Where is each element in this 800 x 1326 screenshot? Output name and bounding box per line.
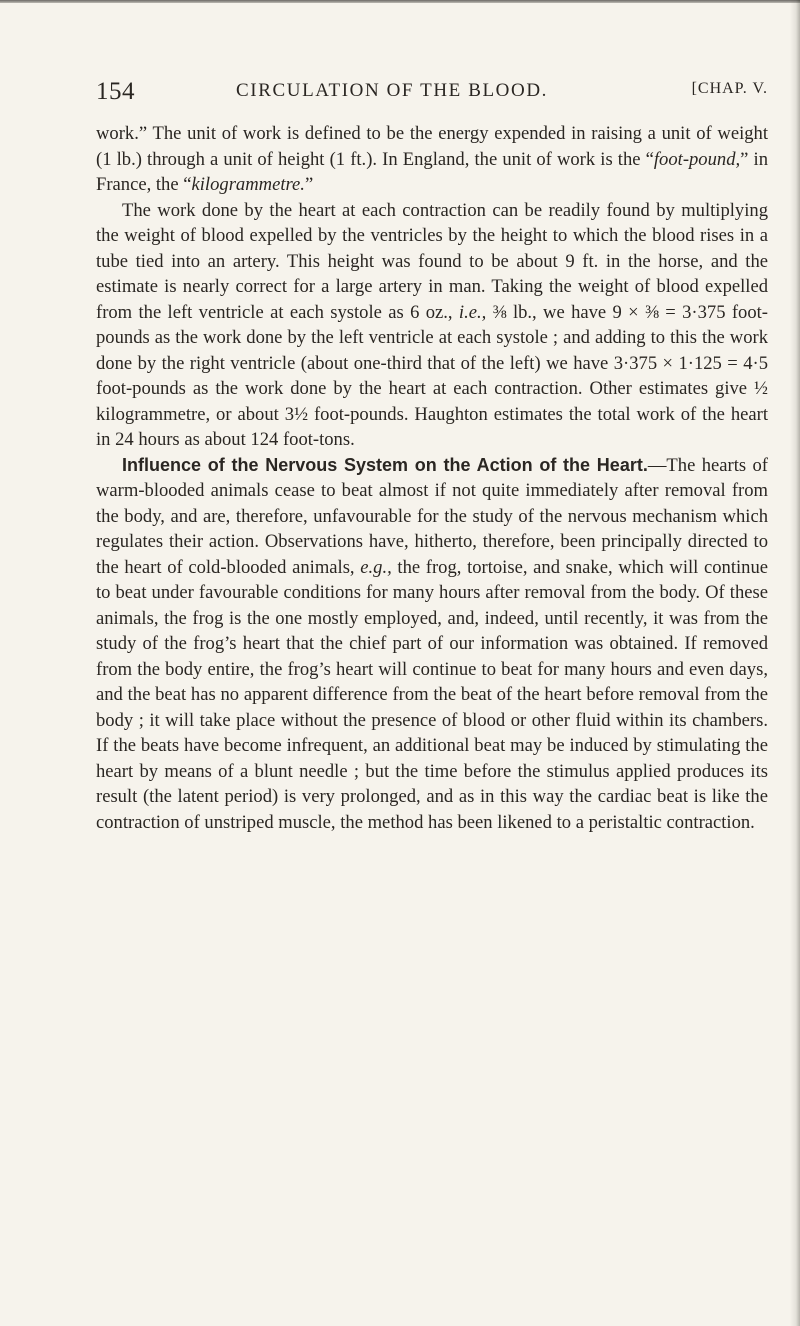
text-run: ” in France, the “ [96, 148, 768, 195]
italic-term: i.e., [458, 301, 487, 323]
page-binding-shadow [790, 0, 800, 1326]
chapter-mark: [CHAP. V. [691, 80, 768, 97]
text-run: work.” The unit of work is defined to be the energy expended in raising a unit of weight (1 lb.) through a unit of height (1 ft.). In England, the unit of work is the “ [96, 123, 768, 170]
text-run: —The hearts of warm-blooded animals cease to beat almost if not quite immediately after removal from the body, and are, therefore, unfavourable for the study of the nervous mechanism which regulates their action. Observations have, hitherto, therefore, been principally directed to the heart of cold-blooded animals, [96, 454, 768, 578]
paragraph-work-of-heart [96, 198, 768, 453]
running-header [96, 78, 768, 112]
section-heading: Influence of the Nervous System on the Action of the Heart. [122, 454, 648, 475]
page-top-edge [0, 0, 800, 3]
paragraph-unit-of-work [96, 121, 768, 198]
page-number: 154 [96, 78, 135, 105]
italic-term: e.g., [360, 556, 392, 578]
italic-term: kilogrammetre. [191, 174, 305, 195]
text-run: ⅜ lb., we have 9 × ⅜ = 3·375 foot-pounds as the work done by the left ventricle at each systole ; and adding to this the work done by the right ventricle (about one-third that of the left) we have 3·375 × 1·125 = 4·5 foot-pounds as the work done by the heart at each contraction. Other estimates give ½ kilogrammetre, or about 3½ foot-pounds. Haughton estimates the total work of the heart in 24 hours as about 124 foot-tons. [96, 301, 768, 450]
text-run: ” [304, 174, 314, 195]
text-run: The work done by the heart at each contraction can be readily found by multiplying the weight of blood expelled by the ventricles by the height to which the blood rises in a tube tied into an artery. This height was found to be about 9 ft. in the horse, and the estimate is nearly correct for a large artery in man. Taking the weight of blood expelled from the left ventricle at each systole as 6 oz., [96, 199, 768, 323]
paragraph-nervous-system [96, 453, 768, 836]
italic-term: foot-pound, [653, 148, 741, 170]
body-text [96, 121, 768, 835]
running-title: CIRCULATION OF THE BLOOD. [236, 80, 548, 101]
text-run: the frog, tortoise, and snake, which will continue to beat under favourable conditions for many hours after removal from the body. Of these animals, the frog is the one mostly employed, and, indeed, until recently, it was from the study of the frog’s heart that the chief part of our information was obtained. If removed from the body entire, the frog’s heart will continue to beat for many hours and even days, and the beat has no apparent difference from the beat of the heart before removal from the body ; it will take place without the presence of blood or other fluid within its chambers. If the beats have become infrequent, an additional beat may be induced by stimulating the heart by means of a blunt needle ; but the time before the stimulus applied produces its result (the latent period) is very prolonged, and as in this way the cardiac beat is like the contraction of unstriped muscle, the method has been likened to a peristaltic contraction. [96, 556, 768, 833]
